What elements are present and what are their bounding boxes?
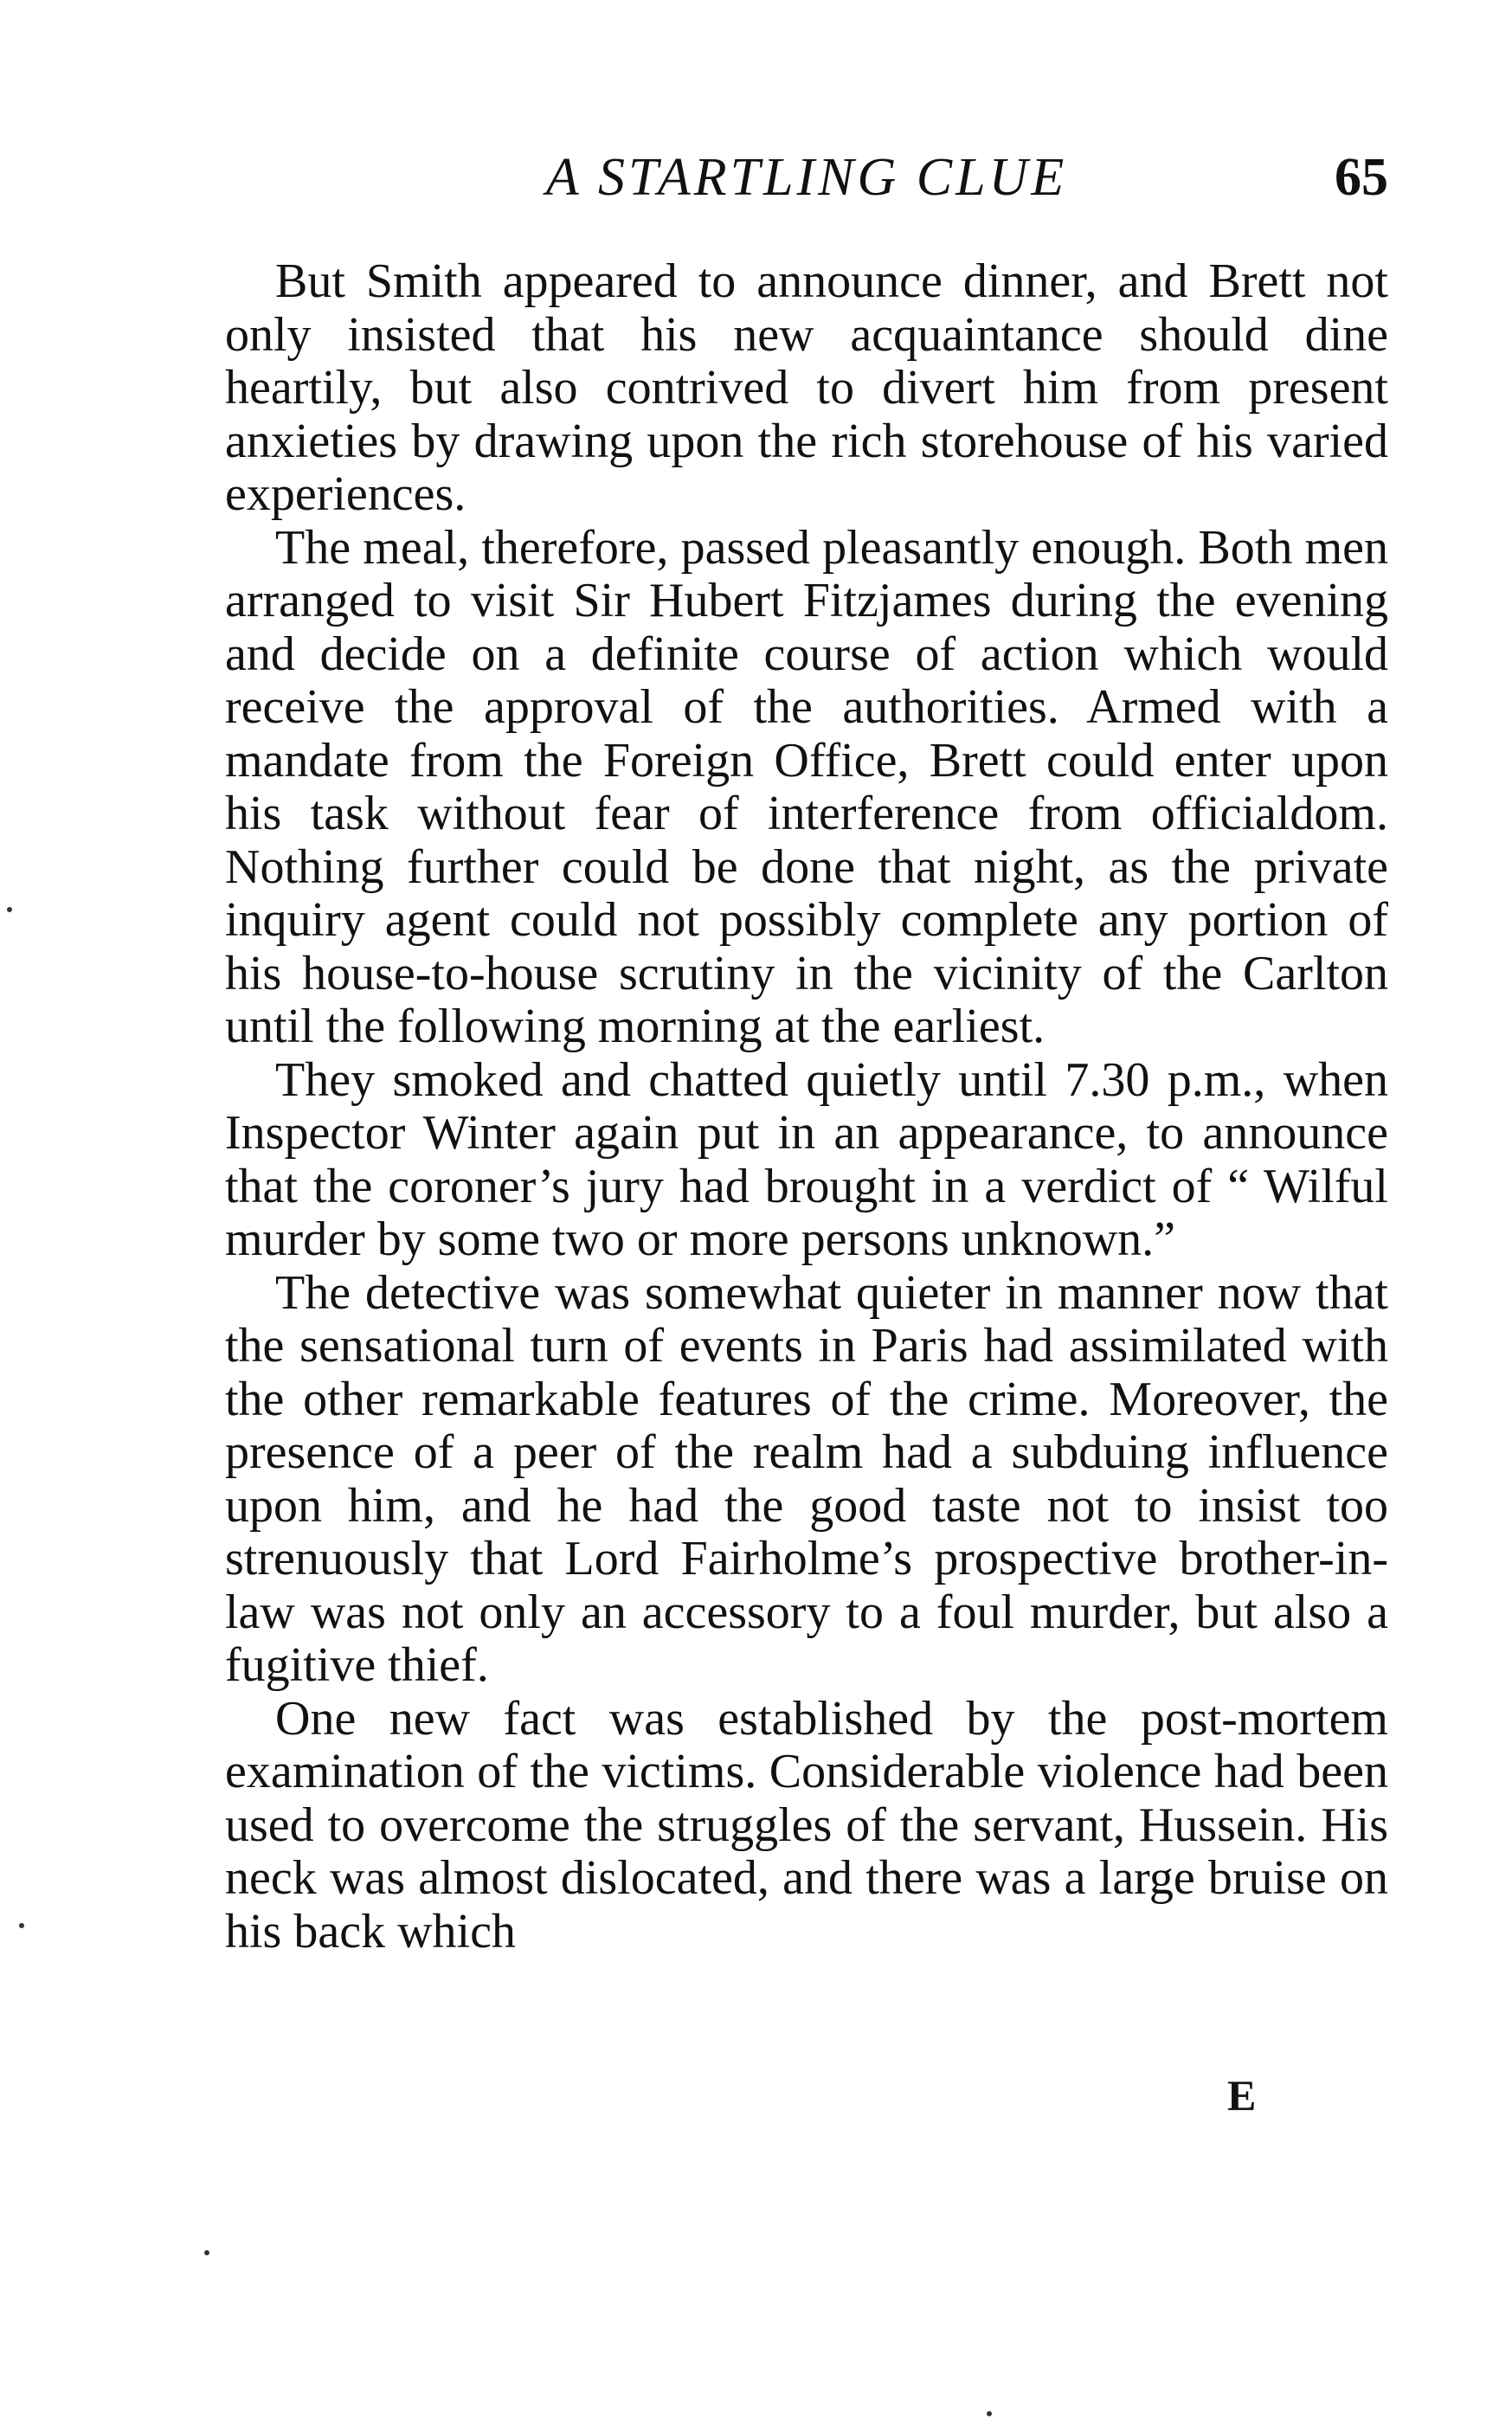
running-head: A STARTLING CLUE <box>545 148 1068 207</box>
signature-mark: E <box>1227 2071 1257 2119</box>
paragraph-inspector-winter: They smoked and chatted quietly until 7.30 p.m., when Inspector Winter again put in an appearance, to announce that the coroner’s jury had brought in a verdict of “ Wilful murder by some two or more persons unknown.” <box>225 1052 1388 1266</box>
scan-speck <box>987 2411 992 2416</box>
page-number: 65 <box>1335 148 1388 207</box>
body-text <box>225 255 1388 1958</box>
paragraph-dinner: But Smith appeared to announce dinner, and Brett not only insisted that his new acquaintance should dine heartily, but also contrived to divert him from present anxieties by drawing upon the rich storehouse of his varied experiences. <box>225 254 1388 521</box>
paragraph-detective: The detective was somewhat quieter in manner now that the sensational turn of events in Paris had assimilated with the other remarkable features of the crime. Moreover, the presence of a peer of the realm had a subduing influence upon him, and he had the good taste not to insist too strenuously that Lord Fairholme’s prospective brother-in-law was not only an accessory to a foul murder, but also a fugitive thief. <box>225 1265 1388 1692</box>
paragraph-post-mortem: One new fact was established by the post-mortem examination of the victims. Considerable violence had been used to overcome the struggles of the servant, Hussein. His neck was almost dislocated, and there was a large bruise on his back which <box>225 1691 1388 1958</box>
scan-speck <box>19 1923 24 1928</box>
scan-speck <box>7 907 12 912</box>
page-header <box>225 147 1388 216</box>
scan-speck <box>204 2250 209 2255</box>
paragraph-meal: The meal, therefore, passed pleasantly enough. Both men arranged to visit Sir Hubert Fitzjames during the evening and decide on a definite course of action which would receive the approval of the authorities. Armed with a mandate from the Foreign Office, Brett could enter upon his task without fear of interference from officialdom. Nothing further could be done that night, as the private inquiry agent could not possibly complete any portion of his house-to-house scrutiny in the vicinity of the Carlton until the following morning at the earliest. <box>225 520 1388 1053</box>
